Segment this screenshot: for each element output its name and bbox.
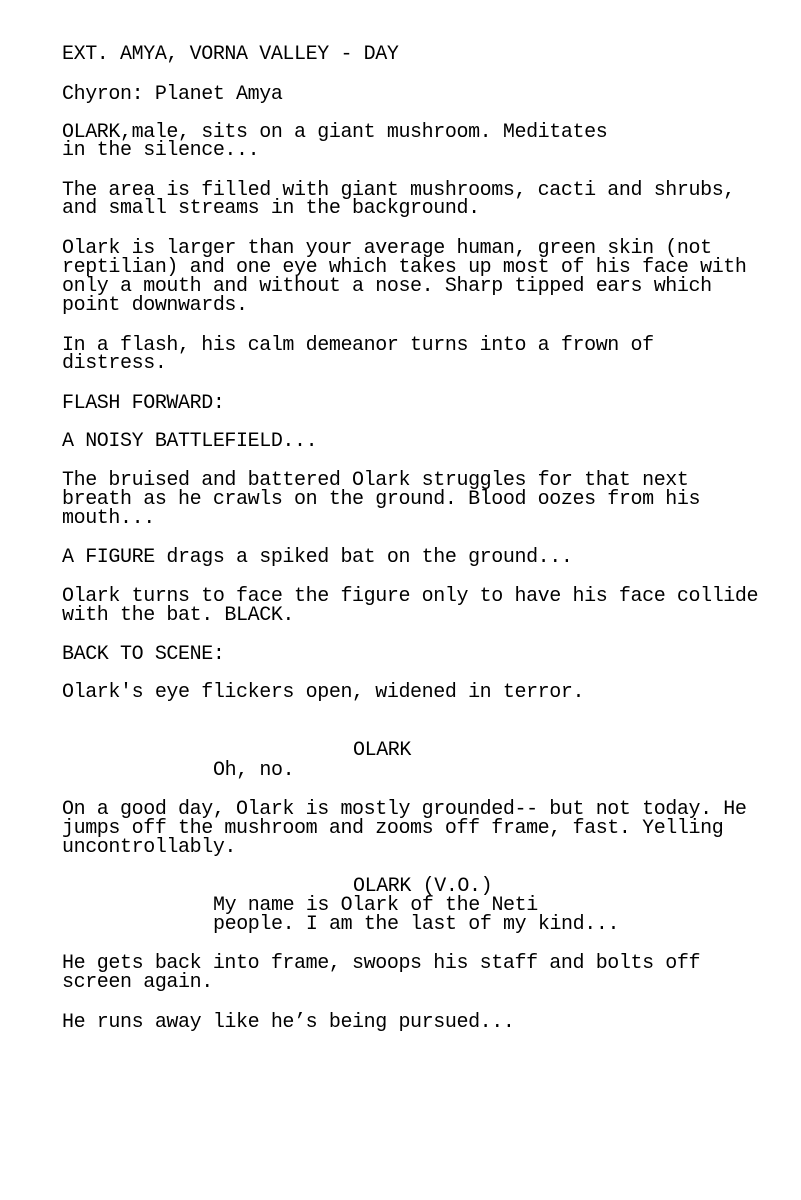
scene-heading: EXT. AMYA, VORNA VALLEY - DAY [62,43,399,66]
action-line: The bruised and battered Olark struggles for that next [62,469,689,492]
action-line: He gets back into frame, swoops his staff and bolts off [62,952,701,975]
action-line: In a flash, his calm demeanor turns into a frown of [62,334,654,357]
character-cue: OLARK [353,739,412,762]
action-line: breath as he crawls on the ground. Blood oozes from his [62,488,701,511]
action-line: uncontrollably. [62,836,237,859]
action-line: OLARK,male, sits on a giant mushroom. Meditates [62,121,608,144]
action-line: jumps off the mushroom and zooms off frame, fast. Yelling [62,817,724,840]
action-line: point downwards. [62,294,248,317]
action-line: mouth... [62,507,155,530]
action-line: A FIGURE drags a spiked bat on the ground... [62,546,573,569]
dialogue-line: people. I am the last of my kind... [213,913,620,936]
dialogue-line: My name is Olark of the Neti [213,894,538,917]
action-line: distress. [62,352,167,375]
action-line: with the bat. BLACK. [62,604,295,627]
action-line: On a good day, Olark is mostly grounded-- but not today. He [62,798,747,821]
dialogue-line: Oh, no. [213,759,295,782]
action-line: The area is filled with giant mushrooms, cacti and shrubs, [62,179,735,202]
action-line: He runs away like he’s being pursued... [62,1011,515,1034]
transition: FLASH FORWARD: [62,392,225,415]
action-line: screen again. [62,971,213,994]
action-line: only a mouth and without a nose. Sharp tipped ears which [62,275,712,298]
character-cue: OLARK (V.O.) [353,875,493,898]
action-line: A NOISY BATTLEFIELD... [62,430,318,453]
action-line: Olark's eye flickers open, widened in terror. [62,681,585,704]
transition: BACK TO SCENE: [62,643,225,666]
action-line: Olark turns to face the figure only to have his face collide [62,585,759,608]
action-line: Olark is larger than your average human, green skin (not [62,237,712,260]
action-line: in the silence... [62,139,260,162]
chyron: Chyron: Planet Amya [62,83,283,106]
action-line: reptilian) and one eye which takes up most of his face with [62,256,747,279]
action-line: and small streams in the background. [62,197,480,220]
